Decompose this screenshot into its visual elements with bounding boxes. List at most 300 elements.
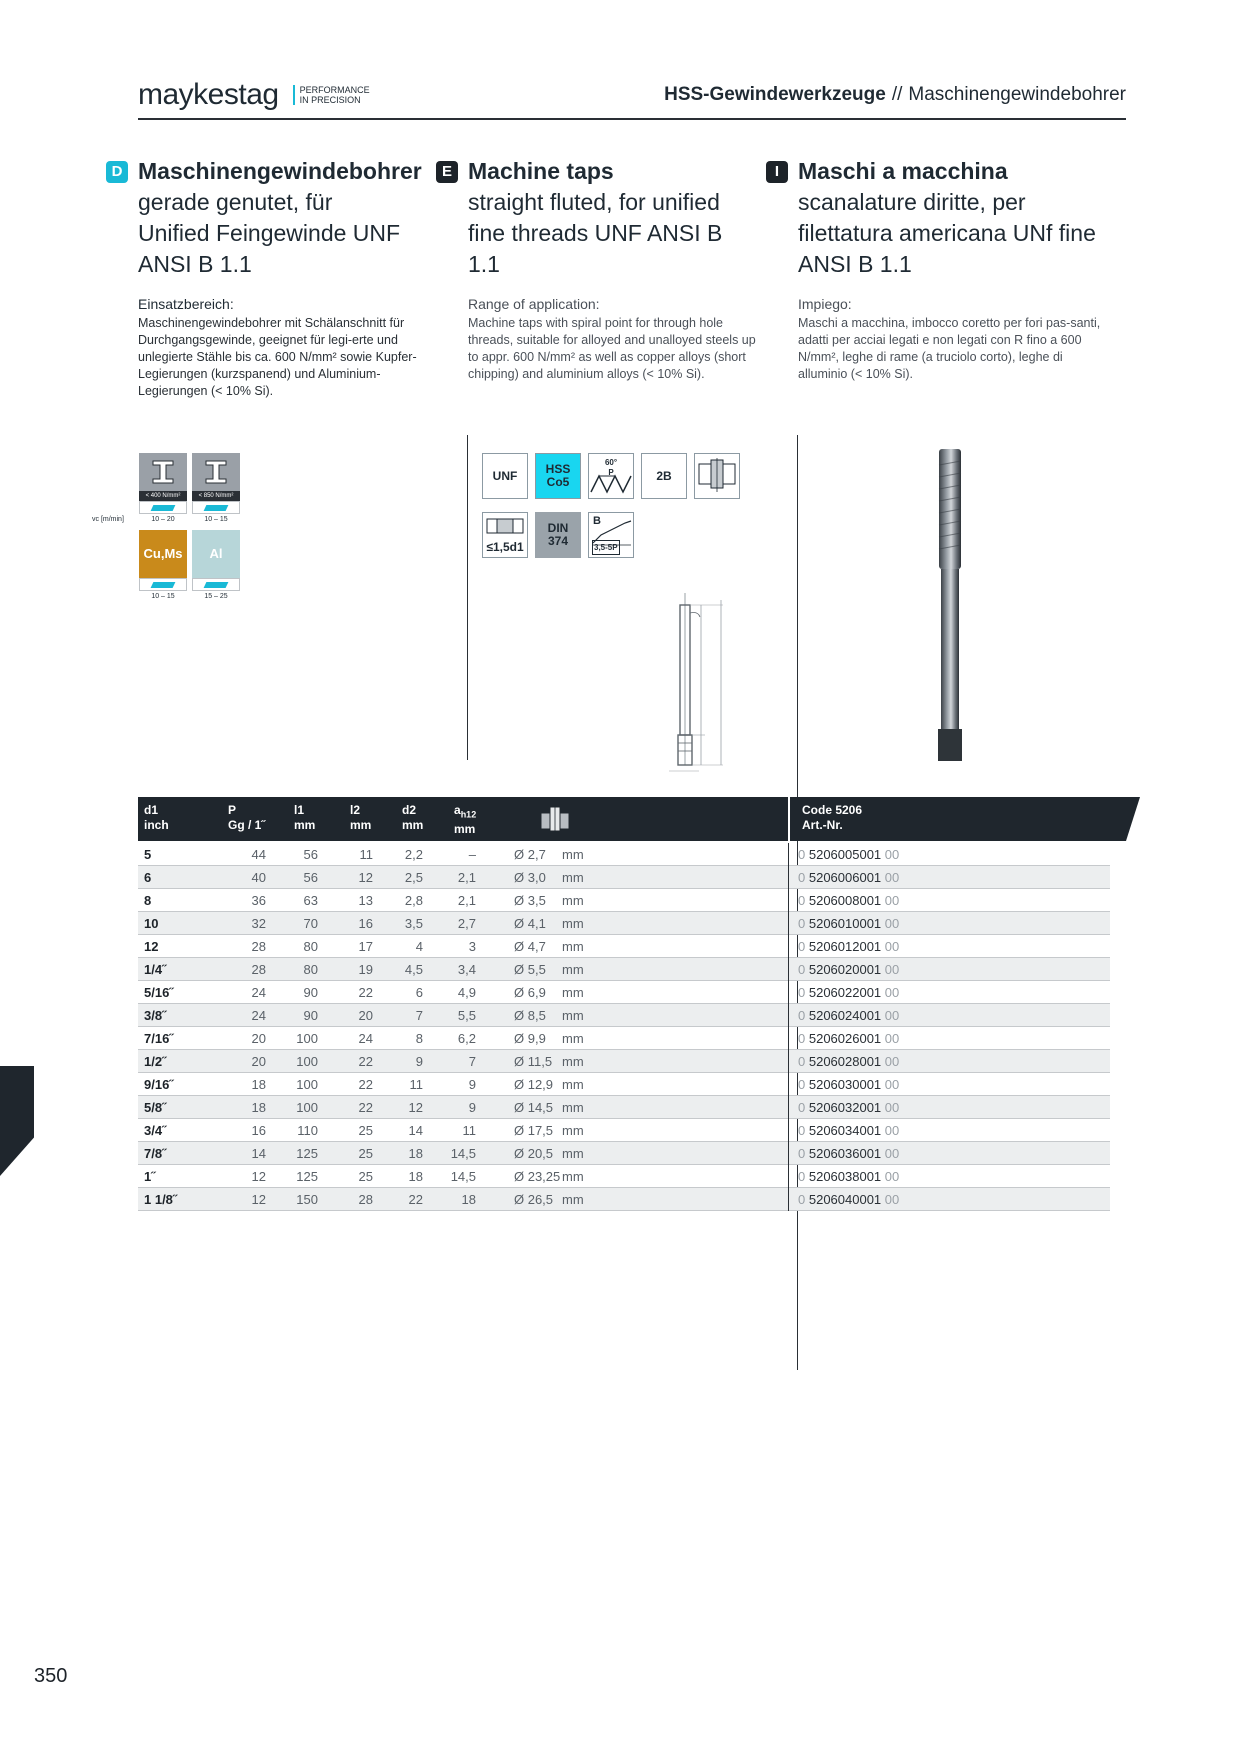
cell-p: 32 [251, 916, 266, 931]
cell-article-number[interactable] [798, 939, 899, 954]
german-app-text: Maschinengewindebohrer mit Schälanschnitt für Durchgangsgewinde, geeignet für legi-erte und unlegierte Stähle bis ca. 600 N/mm² sowie Kupfer-Legierungen (kurzspanend) und Aluminium-Legierungen (< 10% Si). [138, 316, 417, 398]
article-pre: 0 [798, 1008, 806, 1023]
article-pre: 0 [798, 939, 806, 954]
cell-core-hole [514, 1192, 584, 1207]
cell-ah12: 2,1 [457, 870, 476, 885]
core-hole-unit: mm [562, 985, 584, 1000]
header-l1-label: l1 [294, 803, 305, 817]
core-hole-value: Ø 9,9 [514, 1031, 546, 1046]
cell-ah12: 7 [468, 1054, 476, 1069]
article-suf: 00 [884, 1054, 900, 1069]
code-separator [788, 1096, 789, 1119]
core-hole-unit: mm [562, 1054, 584, 1069]
cell-l2: 24 [358, 1031, 373, 1046]
core-hole-unit: mm [562, 1146, 584, 1161]
article-suf: 00 [884, 1146, 900, 1161]
cell-ah12: 6,2 [457, 1031, 476, 1046]
header-d2-label: d2 [402, 803, 417, 817]
cell-article-number[interactable] [798, 870, 899, 885]
table-header [138, 797, 1126, 841]
cell-article-number[interactable] [798, 1192, 899, 1207]
din-line1: DIN [547, 521, 569, 535]
coating-icon [192, 578, 240, 591]
core-hole-unit: mm [562, 1008, 584, 1023]
aluminium-material-icon: Al [192, 530, 240, 578]
steel-label-2: < 850 N/mm² [192, 491, 240, 501]
cell-ah12: 2,1 [457, 893, 476, 908]
english-application [468, 296, 768, 383]
thread-type-icon: UNF [482, 453, 528, 499]
article-num: 5206022001 [808, 985, 882, 1000]
cell-l1: 90 [303, 1008, 318, 1023]
table-row [138, 981, 1110, 1004]
article-pre: 0 [798, 870, 806, 885]
cell-p: 18 [251, 1100, 266, 1115]
cell-d2: 6 [415, 985, 423, 1000]
core-hole-unit: mm [562, 939, 584, 954]
tap-technical-drawing [665, 585, 765, 775]
core-hole-value: Ø 14,5 [514, 1100, 554, 1115]
article-suf: 00 [884, 1192, 900, 1207]
article-suf: 00 [884, 1169, 900, 1184]
cell-core-hole [514, 1169, 584, 1184]
cell-core-hole [514, 985, 584, 1000]
header-artnr-label: Art.-Nr. [802, 818, 843, 832]
angle-label: 60° [604, 458, 618, 467]
cell-p: 36 [251, 893, 266, 908]
cell-l2: 22 [358, 1054, 373, 1069]
cell-p: 44 [251, 847, 266, 862]
header-p [228, 803, 265, 833]
cell-l1: 80 [303, 939, 318, 954]
german-badge: D [106, 161, 128, 183]
article-suf: 00 [884, 939, 900, 954]
cell-d1: 1 1/8˝ [144, 1192, 178, 1207]
cell-d1: 12 [144, 939, 159, 954]
cell-ah12: 3,4 [457, 962, 476, 977]
cell-article-number[interactable] [798, 916, 899, 931]
cell-l2: 25 [358, 1146, 373, 1161]
english-title: Machine taps [468, 158, 614, 184]
header-d1-label: d1 [144, 803, 159, 817]
cell-core-hole [514, 893, 584, 908]
cell-core-hole [514, 847, 584, 862]
cell-p: 18 [251, 1077, 266, 1092]
cell-article-number[interactable] [798, 1169, 899, 1184]
code-separator [788, 1188, 789, 1211]
german-subtitle: gerade genutet, für Unified Feingewinde UNF ANSI B 1.1 [138, 189, 401, 277]
cell-l1: 100 [296, 1054, 318, 1069]
german-title: Maschinengewindebohrer [138, 158, 422, 184]
cell-ah12: – [468, 847, 476, 862]
article-num: 5206030001 [808, 1077, 882, 1092]
core-hole-unit: mm [562, 1077, 584, 1092]
code-separator [788, 958, 789, 981]
table-row [138, 1004, 1110, 1027]
core-hole-value: Ø 12,9 [514, 1077, 554, 1092]
cell-ah12: 11 [462, 1123, 476, 1138]
cell-p: 24 [251, 1008, 266, 1023]
english-heading [441, 156, 768, 280]
cell-p: 12 [251, 1192, 266, 1207]
cell-core-hole [514, 939, 584, 954]
cell-core-hole [514, 1123, 584, 1138]
code-separator [788, 1119, 789, 1142]
header-l2 [350, 803, 371, 833]
vc-al: 15 – 25 [204, 593, 228, 600]
cell-d1: 8 [144, 893, 152, 908]
breadcrumb-main: HSS-Gewindewerkzeuge [664, 84, 886, 105]
cell-d2: 3,5 [404, 916, 423, 931]
article-pre: 0 [798, 1031, 806, 1046]
cell-article-number[interactable] [798, 962, 899, 977]
cell-l1: 100 [296, 1077, 318, 1092]
cell-d2: 7 [415, 1008, 423, 1023]
article-pre: 0 [798, 1077, 806, 1092]
cell-d1: 7/8˝ [144, 1146, 167, 1161]
core-hole-value: Ø 23,25 [514, 1169, 561, 1184]
table-row [138, 866, 1110, 889]
header-code-label: Code 5206 [802, 803, 863, 817]
cell-article-number[interactable] [798, 893, 899, 908]
blind-hole-drawing [485, 517, 525, 537]
core-hole-unit: mm [562, 870, 584, 885]
core-hole-value: Ø 2,7 [514, 847, 546, 862]
header-d1-unit: inch [144, 818, 169, 832]
cell-core-hole [514, 916, 584, 931]
cell-d2: 9 [415, 1054, 423, 1069]
cell-l1: 100 [296, 1031, 318, 1046]
cell-d1: 3/8˝ [144, 1008, 167, 1023]
chamfer-label: 3,5-5P [592, 540, 620, 555]
core-hole-unit: mm [562, 847, 584, 862]
cell-l1: 125 [296, 1169, 318, 1184]
header-end-notch [1126, 797, 1140, 841]
cell-l2: 28 [358, 1192, 373, 1207]
article-suf: 00 [884, 1031, 900, 1046]
german-application [138, 296, 418, 400]
english-app-label: Range of application: [468, 296, 600, 312]
vc-steel-1: 10 – 20 [151, 516, 175, 523]
depth-label: ≤1,5d1 [486, 540, 524, 554]
article-suf: 00 [884, 1123, 900, 1138]
cell-d1: 9/16˝ [144, 1077, 174, 1092]
coating-icon [192, 501, 240, 514]
vc-cu: 10 – 15 [151, 593, 175, 600]
cell-article-number[interactable] [798, 985, 899, 1000]
cell-l1: 90 [303, 985, 318, 1000]
code-separator [788, 1050, 789, 1073]
article-suf: 00 [884, 847, 900, 862]
table-row [138, 935, 1110, 958]
header-p-label: P [228, 803, 237, 817]
table-row [138, 1142, 1110, 1165]
core-hole-unit: mm [562, 1031, 584, 1046]
cell-d2: 11 [409, 1077, 423, 1092]
cell-core-hole [514, 1008, 584, 1023]
cell-article-number[interactable] [798, 1146, 899, 1161]
cell-core-hole [514, 1077, 584, 1092]
depth-icon [482, 512, 528, 558]
cell-core-hole [514, 1054, 584, 1069]
column-english [441, 156, 768, 381]
core-hole-value: Ø 8,5 [514, 1008, 546, 1023]
core-hole-value: Ø 17,5 [514, 1123, 554, 1138]
cell-d1: 10 [144, 916, 159, 931]
cell-ah12: 4,9 [457, 985, 476, 1000]
core-hole-value: Ø 6,9 [514, 985, 546, 1000]
table-row [138, 843, 1110, 866]
code-separator [788, 981, 789, 1004]
article-num: 5206040001 [808, 1192, 882, 1207]
header-d2-unit: mm [402, 818, 424, 832]
cell-l2: 25 [358, 1123, 373, 1138]
table-row [138, 1050, 1110, 1073]
core-hole-value: Ø 4,1 [514, 916, 546, 931]
core-hole-value: Ø 26,5 [514, 1192, 554, 1207]
cell-l1: 63 [303, 893, 318, 908]
article-num: 5206028001 [808, 1054, 882, 1069]
table-row [138, 1027, 1110, 1050]
header-d2 [402, 803, 423, 833]
steel-icon [139, 453, 187, 501]
vc-steel-2: 10 – 15 [204, 516, 228, 523]
table-row [138, 1188, 1110, 1211]
cell-core-hole [514, 962, 584, 977]
italian-app-label: Impiego: [798, 296, 852, 312]
core-hole-unit: mm [562, 1123, 584, 1138]
article-pre: 0 [798, 962, 806, 977]
breadcrumb-sub: Maschinengewindebohrer [908, 84, 1126, 105]
article-suf: 00 [884, 893, 900, 908]
code-separator [788, 1165, 789, 1188]
steel-label-1: < 400 N/mm² [139, 491, 187, 501]
cell-l2: 19 [358, 962, 373, 977]
cell-p: 20 [251, 1054, 266, 1069]
vc-label: vc [m/min] [92, 516, 124, 523]
through-hole-drawing [697, 456, 737, 496]
cell-ah12: 9 [468, 1100, 476, 1115]
code-separator [788, 1142, 789, 1165]
table-body [138, 843, 1110, 1211]
cell-p: 16 [251, 1123, 266, 1138]
breadcrumb [664, 84, 1126, 106]
cell-d2: 18 [408, 1146, 423, 1161]
article-suf: 00 [884, 870, 900, 885]
cell-l2: 17 [358, 939, 373, 954]
article-pre: 0 [798, 1146, 806, 1161]
code-separator [788, 912, 789, 935]
article-num: 5206024001 [808, 1008, 882, 1023]
cell-article-number[interactable] [798, 1100, 899, 1115]
header-ah-sub: h12 [460, 809, 477, 820]
cell-d2: 14 [408, 1123, 423, 1138]
article-suf: 00 [884, 1008, 900, 1023]
cell-l1: 56 [303, 870, 318, 885]
hss-line1: HSS [545, 462, 571, 476]
article-pre: 0 [798, 1123, 806, 1138]
cell-l1: 70 [303, 916, 318, 931]
chamfer-icon [588, 512, 634, 558]
logo-claim [293, 85, 370, 105]
cell-l2: 12 [358, 870, 373, 885]
cell-core-hole [514, 1146, 584, 1161]
cell-l2: 22 [358, 1077, 373, 1092]
article-pre: 0 [798, 893, 806, 908]
core-hole-value: Ø 20,5 [514, 1146, 554, 1161]
cell-p: 28 [251, 962, 266, 977]
cell-article-number[interactable] [798, 1054, 899, 1069]
i-beam-icon [139, 453, 187, 491]
english-app-text: Machine taps with spiral point for through hole threads, suitable for alloyed and unalloyed steels up to appr. 600 N/mm² as well as copper alloys (short chipping) and aluminium alloys (< 10% Si). [468, 316, 756, 381]
cell-core-hole [514, 870, 584, 885]
header-l1 [294, 803, 315, 833]
cell-ah12: 2,7 [457, 916, 476, 931]
article-num: 5206006001 [808, 870, 882, 885]
machine-tap-photo [930, 445, 970, 765]
page-header [138, 78, 1126, 120]
code-column-separator [788, 797, 790, 841]
article-num: 5206012001 [808, 939, 882, 954]
cell-d1: 5 [144, 847, 152, 862]
article-pre: 0 [798, 847, 806, 862]
cell-d1: 1˝ [144, 1169, 156, 1184]
cell-l1: 150 [296, 1192, 318, 1207]
cell-p: 14 [251, 1146, 266, 1161]
italian-badge: I [766, 161, 788, 183]
code-separator [788, 1073, 789, 1096]
code-separator [788, 889, 789, 912]
i-beam-icon [192, 453, 240, 491]
code-separator [788, 866, 789, 889]
article-num: 5206010001 [808, 916, 882, 931]
cell-p: 40 [251, 870, 266, 885]
cell-d1: 1/4˝ [144, 962, 167, 977]
table-row [138, 1119, 1110, 1142]
maykestag-logo [138, 78, 370, 112]
cell-d1: 5/16˝ [144, 985, 174, 1000]
cell-p: 24 [251, 985, 266, 1000]
cell-article-number[interactable] [798, 847, 899, 862]
core-hole-value: Ø 3,5 [514, 893, 546, 908]
italian-application [798, 296, 1108, 383]
article-num: 5206032001 [808, 1100, 882, 1115]
cell-ah12: 18 [461, 1192, 476, 1207]
cell-p: 20 [251, 1031, 266, 1046]
cell-d1: 1/2˝ [144, 1054, 167, 1069]
core-hole-unit: mm [562, 962, 584, 977]
cell-article-number[interactable] [798, 1123, 899, 1138]
article-pre: 0 [798, 1192, 806, 1207]
article-suf: 00 [884, 985, 900, 1000]
cell-d1: 6 [144, 870, 152, 885]
cell-article-number[interactable] [798, 1077, 899, 1092]
pitch-label: P [608, 468, 614, 477]
hss-line2: Co5 [546, 475, 570, 489]
cell-p: 12 [251, 1169, 266, 1184]
header-ah-label: a [454, 803, 461, 817]
cell-ah12: 3 [468, 939, 476, 954]
column-divider-left [467, 435, 468, 760]
core-hole-value: Ø 5,5 [514, 962, 546, 977]
table-row [138, 958, 1110, 981]
column-italian [774, 156, 1101, 381]
cell-ah12: 14,5 [450, 1146, 476, 1161]
thread-angle-icon [588, 453, 634, 499]
article-suf: 00 [884, 1100, 900, 1115]
core-hole-unit: mm [562, 1192, 584, 1207]
cell-l1: 56 [303, 847, 318, 862]
article-suf: 00 [884, 962, 900, 977]
cell-l1: 80 [303, 962, 318, 977]
header-l2-unit: mm [350, 818, 372, 832]
cell-article-number[interactable] [798, 1008, 899, 1023]
cell-core-hole [514, 1031, 584, 1046]
table-row [138, 1096, 1110, 1119]
cell-l2: 22 [358, 985, 373, 1000]
header-p-unit: Gg / 1˝ [228, 818, 266, 832]
cell-ah12: 9 [468, 1077, 476, 1092]
header-ah12 [454, 803, 476, 837]
cell-l1: 100 [296, 1100, 318, 1115]
cell-l1: 125 [296, 1146, 318, 1161]
german-heading [111, 156, 438, 280]
cell-l2: 20 [358, 1008, 373, 1023]
cell-p: 28 [251, 939, 266, 954]
core-hole-value: Ø 4,7 [514, 939, 546, 954]
core-hole-unit: mm [562, 1100, 584, 1115]
through-hole-icon [694, 453, 740, 499]
cell-d1: 5/8˝ [144, 1100, 167, 1115]
cell-d2: 18 [408, 1169, 423, 1184]
article-pre: 0 [798, 916, 806, 931]
core-hole-unit: mm [562, 1169, 584, 1184]
german-app-label: Einsatzbereich: [138, 296, 234, 312]
din-line2: 374 [547, 534, 569, 548]
article-num: 5206005001 [808, 847, 882, 862]
table-row [138, 889, 1110, 912]
cell-d1: 3/4˝ [144, 1123, 167, 1138]
core-hole-unit: mm [562, 916, 584, 931]
article-pre: 0 [798, 1100, 806, 1115]
cell-d2: 2,8 [404, 893, 423, 908]
code-separator [788, 1004, 789, 1027]
italian-heading [774, 156, 1098, 280]
cell-d2: 12 [408, 1100, 423, 1115]
english-badge: E [436, 161, 458, 183]
cell-article-number[interactable] [798, 1031, 899, 1046]
core-hole-unit: mm [562, 893, 584, 908]
cell-d2: 2,5 [404, 870, 423, 885]
header-ah-unit: mm [454, 822, 476, 837]
cell-l2: 22 [358, 1100, 373, 1115]
header-l1-unit: mm [294, 818, 316, 832]
logo-claim-line1: PERFORMANCE [299, 85, 370, 95]
core-hole-value: Ø 3,0 [514, 870, 546, 885]
cell-l1: 110 [297, 1123, 318, 1138]
cell-d2: 4,5 [404, 962, 423, 977]
italian-title: Maschi a macchina [798, 158, 1008, 184]
article-suf: 00 [884, 1077, 900, 1092]
cell-d2: 4 [415, 939, 423, 954]
article-num: 5206008001 [808, 893, 882, 908]
core-hole-icon [540, 805, 570, 833]
chamfer-letter: B [593, 515, 601, 527]
article-suf: 00 [884, 916, 900, 931]
article-num: 5206026001 [808, 1031, 882, 1046]
breadcrumb-separator: // [891, 84, 903, 105]
logo-claim-line2: IN PRECISION [299, 95, 361, 105]
